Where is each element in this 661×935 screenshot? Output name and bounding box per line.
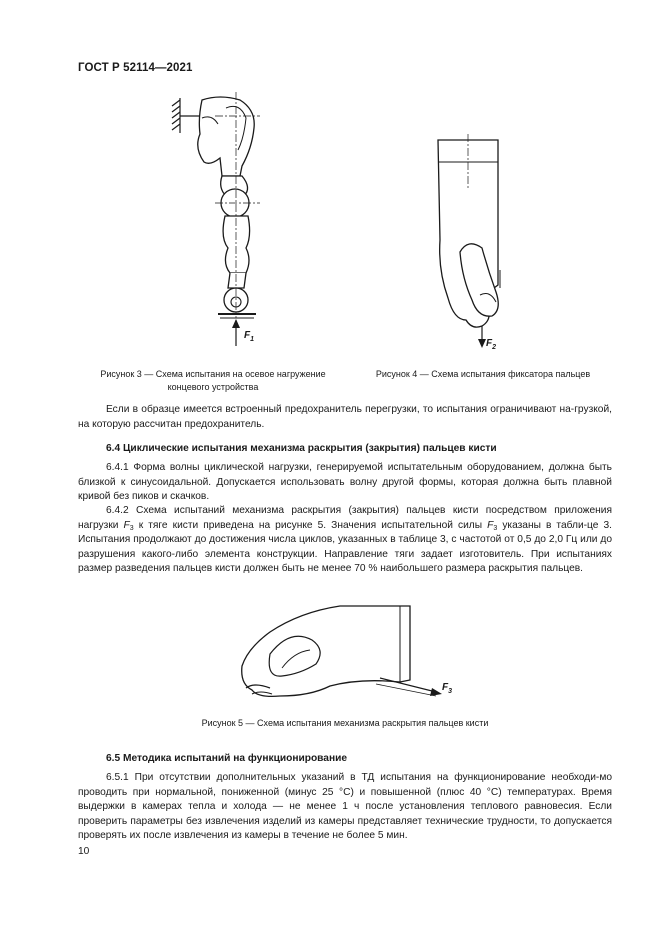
- figure-3-drawing: [160, 88, 280, 348]
- document-header: ГОСТ Р 52114—2021: [78, 62, 193, 74]
- figure-3-caption-line1: Рисунок 3 — Схема испытания на осевое нагружение: [100, 369, 326, 379]
- figure-3-caption: [78, 368, 348, 394]
- heading-6-4: 6.4 Циклические испытания механизма раскрытия (закрытия) пальцев кисти: [106, 443, 497, 454]
- paragraph-6-4-1: 6.4.1 Форма волны циклической нагрузки, генерируемой испытательным оборудованием, должна быть близкой к синусоидальной. Допускается использовать волну другой формы, которая должна быть плавной кривой без пиков и скачков.: [78, 462, 612, 503]
- figure-3-force-label: $F_1$: [244, 330, 255, 343]
- figure-5-caption: Рисунок 5 — Схема испытания механизма раскрытия пальцев кисти: [201, 718, 489, 728]
- figure-4-caption: Рисунок 4 — Схема испытания фиксатора пальцев: [375, 369, 591, 379]
- figure-4-drawing: [430, 130, 540, 355]
- figure-4-force-label: $F_2$: [486, 338, 497, 351]
- figure-5-force-label: $F_3$: [442, 682, 453, 695]
- paragraph-6-5-1: 6.5.1 При отсутствии дополнительных указаний в ТД испытания на функционирование необходи-мо проводить при нормальной, пониженной (минус 25 °С) и повышенной (плюс 40 °С) температурах. Время выдержки в камерах тепла и холода — не менее 1 ч после установления теплового равновесия. Если проверить параметры без извлечения изделий из камеры представляет технические трудности, то допускается проверять их после извлечения из камеры в течение не более 5 мин.: [78, 772, 612, 842]
- page-number: 10: [78, 846, 90, 857]
- paragraph-6-4-2: 6.4.2 Схема испытаний механизма раскрытия (закрытия) пальцев кисти посредством приложения нагрузки $F_3$ к тяге кисти приведена на рисунке 5. Значения испытательной силы $F_3$ указаны в табли-це 3. Испытания продолжают до достижения числа циклов, указанных в таблице 3, с частотой от 0,5 до 2,0 Гц или до разрушения какого-либо элемента конструкции. Направление тяги задает изготовитель. При испытаниях размер разведения пальцев кисти должен быть не менее 70 % наибольшего размера раскрытия пальцев.: [78, 505, 612, 575]
- paragraph-overload: Если в образце имеется встроенный предохранитель перегрузки, то испытания ограничивают на-грузкой, на которую рассчитан предохранитель.: [78, 404, 612, 430]
- heading-6-5: 6.5 Методика испытаний на функционирование: [106, 753, 348, 764]
- figure-5-drawing: [230, 598, 470, 708]
- figure-3-caption-line2: концевого устройства: [167, 382, 259, 392]
